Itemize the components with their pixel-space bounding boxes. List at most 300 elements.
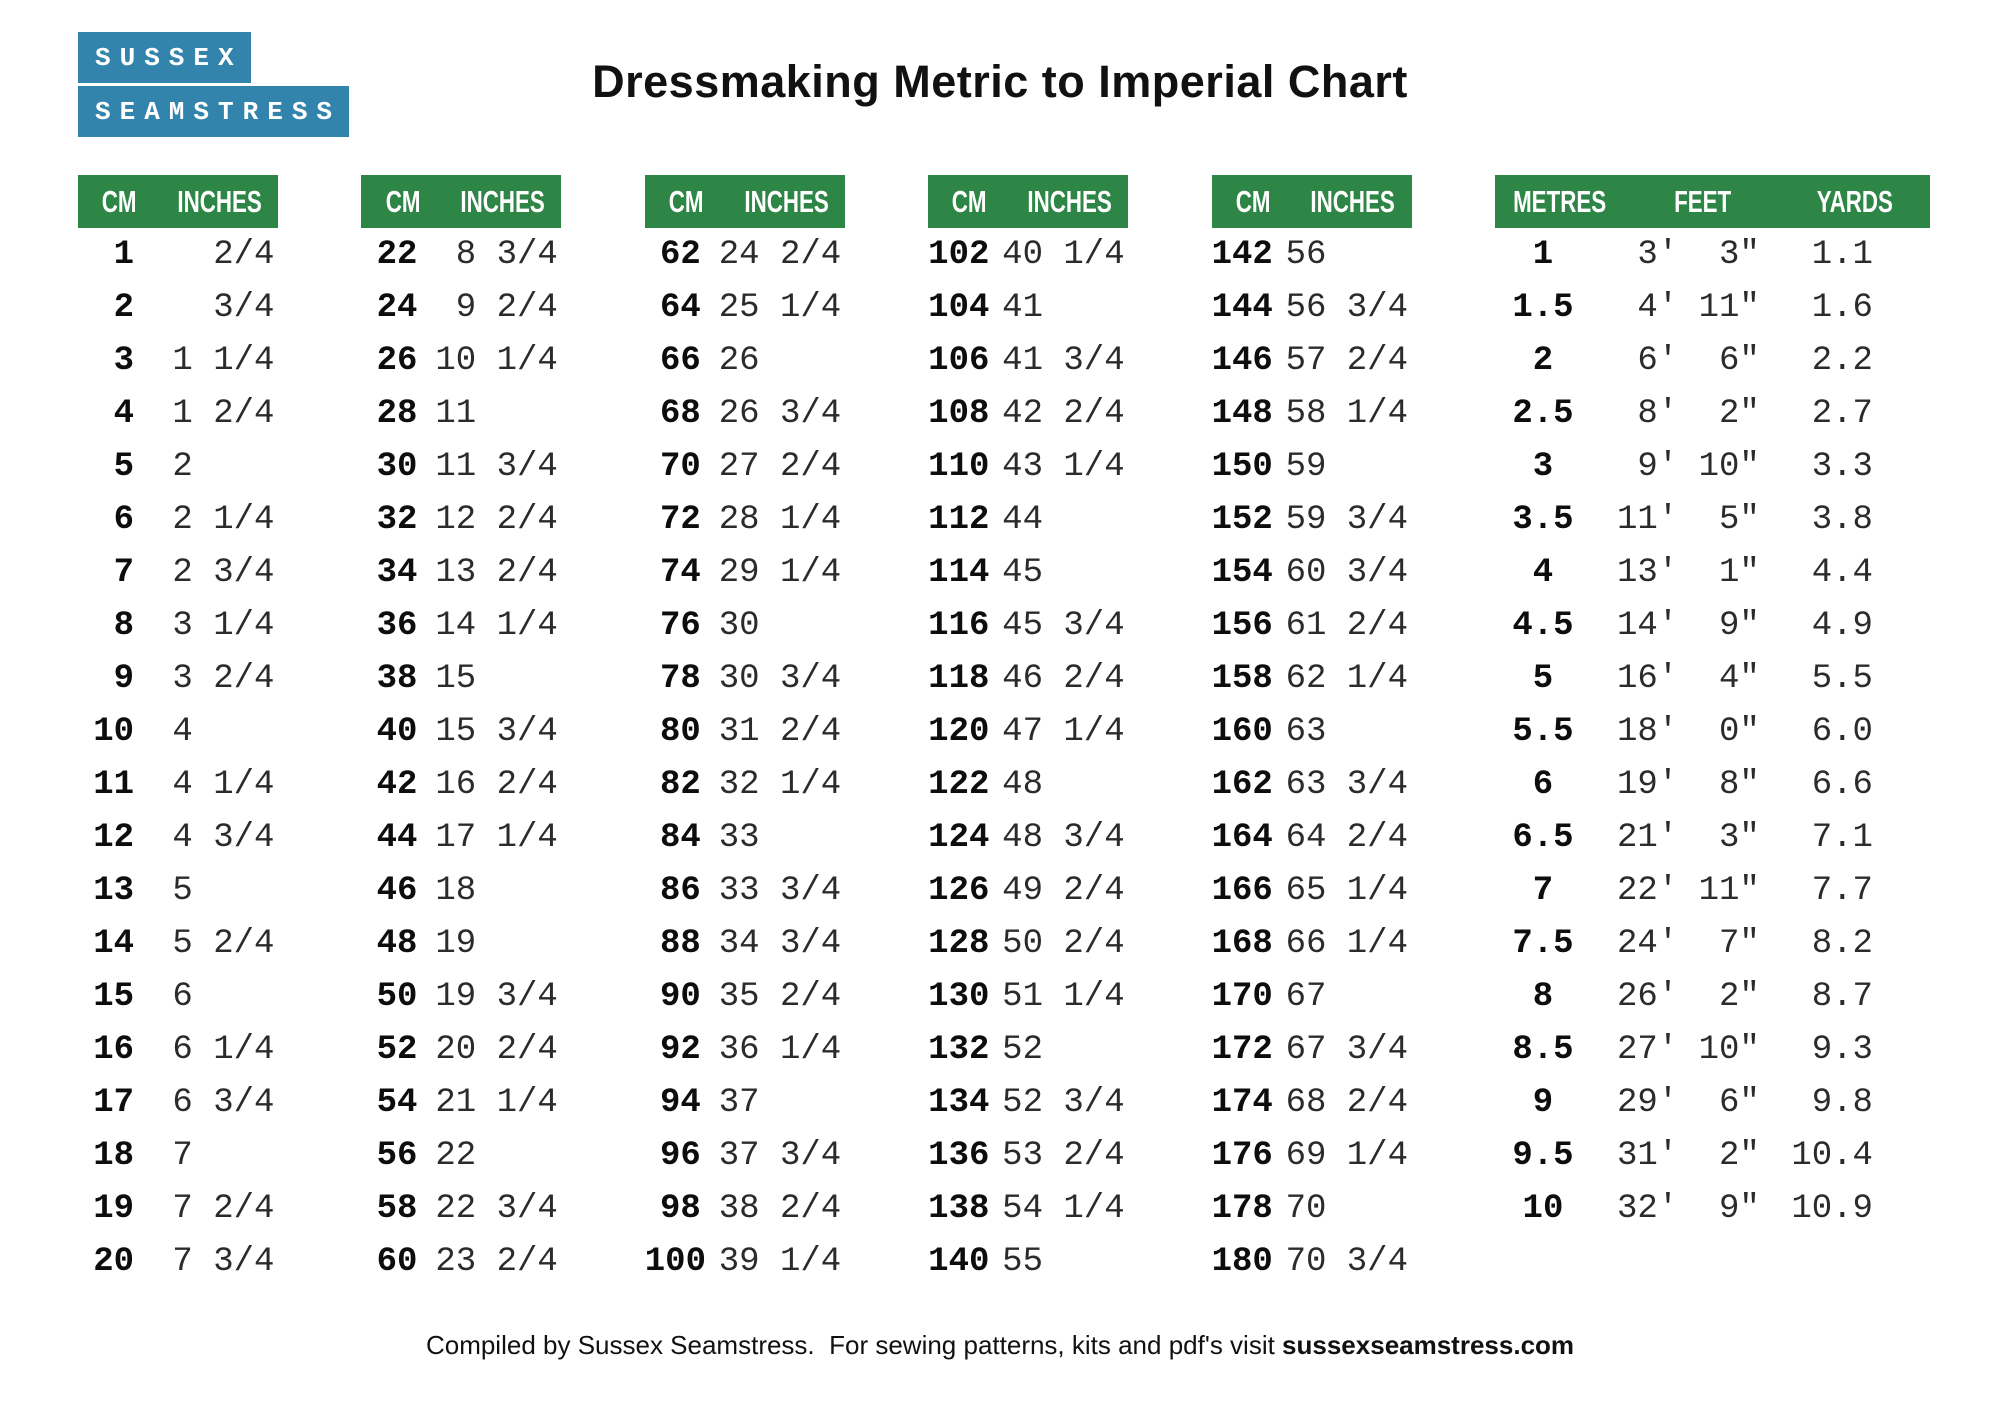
table-cell: 7 (152, 1136, 193, 1175)
table-cell: 60 3/4 (1285, 553, 1408, 592)
table-cell: 1.1 (1811, 235, 1873, 274)
table-row (361, 1235, 561, 1288)
column-header-label: CM (385, 183, 421, 219)
table-cell: 25 1/4 (718, 288, 842, 327)
table-row (361, 334, 561, 387)
table-cell: 2 1/4 (152, 500, 275, 539)
table-row (1212, 705, 1412, 758)
table-cell: 1.5 (1512, 288, 1574, 327)
table-row (928, 493, 1128, 546)
table-row (1495, 758, 1930, 811)
table-cell: 62 1/4 (1285, 659, 1408, 698)
column-header-label: CM (1235, 183, 1271, 219)
footer-text: Compiled by Sussex Seamstress. For sewing patterns, kits and pdf's visit (425, 1330, 1283, 1360)
table-cell: 14 1/4 (435, 606, 558, 645)
table-cell: 94 (659, 1083, 701, 1122)
table-cell: 26' 2" (1616, 977, 1760, 1016)
table-cell: 4 (1532, 553, 1554, 592)
table-row (1495, 1076, 1930, 1129)
table-cell: 166 (1211, 871, 1273, 910)
table-cell: 15 (93, 977, 134, 1016)
table-row (361, 546, 561, 599)
cm-inches-table-1 (78, 175, 278, 1288)
table-row (928, 970, 1128, 1023)
table-row (645, 546, 845, 599)
table-cell: 60 (376, 1242, 418, 1281)
table-cell: 63 3/4 (1285, 765, 1408, 804)
table-cell: 42 2/4 (1002, 394, 1125, 433)
table-row (1212, 758, 1412, 811)
table-cell: 43 1/4 (1002, 447, 1125, 486)
table-row (645, 1023, 845, 1076)
table-cell: 120 (928, 712, 990, 751)
table-cell: 82 (659, 765, 701, 804)
column-header (78, 184, 161, 220)
table-cell: 180 (1211, 1242, 1273, 1281)
table-cell: 148 (1211, 394, 1273, 433)
table-cell: 18 (435, 871, 477, 910)
table-row (78, 705, 278, 758)
table-cell: 110 (928, 447, 990, 486)
table-cell: 74 (659, 553, 701, 592)
table-row (1495, 917, 1930, 970)
table-cell: 52 3/4 (1002, 1083, 1125, 1122)
table-cell: 172 (1211, 1030, 1273, 1069)
metres-feet-yards-table (1495, 175, 1930, 1235)
table-row (78, 864, 278, 917)
table-cell: 14' 9" (1616, 606, 1760, 645)
table-cell: 8 (113, 606, 134, 645)
table-cell: 21' 3" (1616, 818, 1760, 857)
table-cell: 3 1/4 (152, 606, 275, 645)
table-cell: 11 (93, 765, 134, 804)
table-cell: 80 (659, 712, 701, 751)
table-cell: 96 (659, 1136, 701, 1175)
table-cell: 5 (113, 447, 134, 486)
table-cell: 8 3/4 (435, 235, 558, 274)
table-row (928, 917, 1128, 970)
table-cell: 18' 0" (1616, 712, 1760, 751)
table-row (645, 1129, 845, 1182)
table-row (78, 440, 278, 493)
table-cell: 100 (644, 1242, 706, 1281)
table-cell: 23 2/4 (435, 1242, 558, 1281)
table-cell: 126 (928, 871, 990, 910)
table-cell: 30 3/4 (718, 659, 842, 698)
table-cell: 106 (928, 341, 990, 380)
table-row (78, 493, 278, 546)
table-cell: 6 3/4 (152, 1083, 275, 1122)
table-cell: 59 (1285, 447, 1327, 486)
table-cell: 37 (718, 1083, 760, 1122)
table-cell: 16' 4" (1616, 659, 1760, 698)
table-row (645, 758, 845, 811)
table-row (361, 970, 561, 1023)
table-header-bar (1212, 175, 1412, 228)
table-cell: 32 (376, 500, 418, 539)
table-cell: 2.2 (1811, 341, 1873, 380)
table-cell: 26 (376, 341, 418, 380)
table-cell: 19 (435, 924, 477, 963)
table-cell: 65 1/4 (1285, 871, 1408, 910)
table-row (928, 599, 1128, 652)
table-row (645, 917, 845, 970)
table-row (1495, 440, 1930, 493)
table-cell: 22' 11" (1616, 871, 1760, 910)
table-cell: 158 (1211, 659, 1273, 698)
table-row (1495, 1129, 1930, 1182)
table-cell: 144 (1211, 288, 1273, 327)
table-cell: 114 (928, 553, 990, 592)
table-cell: 56 (376, 1136, 418, 1175)
table-row (361, 1023, 561, 1076)
table-row (645, 440, 845, 493)
table-cell: 108 (928, 394, 990, 433)
column-header (1625, 184, 1780, 220)
table-row (645, 1182, 845, 1235)
table-cell: 67 (1285, 977, 1327, 1016)
table-cell: 1 2/4 (152, 394, 275, 433)
table-cell: 72 (659, 500, 701, 539)
table-cell: 31 2/4 (718, 712, 842, 751)
table-row (78, 281, 278, 334)
table-cell: 34 3/4 (718, 924, 842, 963)
table-cell: 9 2/4 (435, 288, 558, 327)
table-cell: 28 1/4 (718, 500, 842, 539)
table-header-bar (645, 175, 845, 228)
table-cell: 6.6 (1811, 765, 1873, 804)
table-cell: 4.9 (1811, 606, 1873, 645)
table-cell: 37 3/4 (718, 1136, 842, 1175)
table-header-bar (1495, 175, 1930, 228)
table-row (1212, 546, 1412, 599)
table-cell: 164 (1211, 818, 1273, 857)
table-cell: 24' 7" (1616, 924, 1760, 963)
table-header-bar (78, 175, 278, 228)
table-cell: 4 1/4 (152, 765, 275, 804)
table-cell: 64 2/4 (1285, 818, 1408, 857)
table-cell: 9' 10" (1616, 447, 1760, 486)
table-cell: 178 (1211, 1189, 1273, 1228)
table-cell: 16 (93, 1030, 134, 1069)
table-cell: 41 3/4 (1002, 341, 1125, 380)
table-cell: 2 (113, 288, 134, 327)
table-row (1212, 440, 1412, 493)
table-cell: 11 (435, 394, 477, 433)
table-cell: 7 (113, 553, 134, 592)
table-cell: 176 (1211, 1136, 1273, 1175)
table-cell: 4' 11" (1616, 288, 1760, 327)
table-cell: 10 1/4 (435, 341, 558, 380)
table-cell: 9.3 (1811, 1030, 1873, 1069)
table-cell: 122 (928, 765, 990, 804)
table-cell: 15 3/4 (435, 712, 558, 751)
column-header-label: INCHES (460, 183, 545, 219)
table-cell: 29 1/4 (718, 553, 842, 592)
table-row (928, 440, 1128, 493)
table-cell: 30 (376, 447, 418, 486)
table-row (928, 758, 1128, 811)
table-row (1212, 1235, 1412, 1288)
table-cell: 142 (1211, 235, 1273, 274)
table-row (1212, 334, 1412, 387)
cm-inches-table-5 (1212, 175, 1412, 1288)
table-cell: 40 (376, 712, 418, 751)
table-row (1495, 493, 1930, 546)
table-row (78, 811, 278, 864)
table-cell: 138 (928, 1189, 990, 1228)
column-header (1780, 184, 1930, 220)
table-cell: 162 (1211, 765, 1273, 804)
table-cell: 68 2/4 (1285, 1083, 1408, 1122)
footer-domain: sussexseamstress.com (1282, 1330, 1575, 1360)
table-cell: 2.5 (1512, 394, 1574, 433)
footer-credit (0, 1330, 2000, 1361)
table-row (78, 1023, 278, 1076)
table-cell: 3 2/4 (152, 659, 275, 698)
table-cell: 146 (1211, 341, 1273, 380)
cm-inches-table-4 (928, 175, 1128, 1288)
table-row (645, 493, 845, 546)
table-cell: 17 1/4 (435, 818, 558, 857)
table-cell: 29' 6" (1616, 1083, 1760, 1122)
table-row (1495, 281, 1930, 334)
table-cell: 140 (928, 1242, 990, 1281)
table-row (1495, 705, 1930, 758)
table-cell: 39 1/4 (718, 1242, 842, 1281)
table-cell: 56 3/4 (1285, 288, 1408, 327)
table-row (928, 281, 1128, 334)
table-cell: 66 1/4 (1285, 924, 1408, 963)
table-cell: 52 (376, 1030, 418, 1069)
table-cell: 49 2/4 (1002, 871, 1125, 910)
table-row (1495, 970, 1930, 1023)
table-cell: 3.8 (1811, 500, 1873, 539)
table-cell: 5.5 (1811, 659, 1873, 698)
table-cell: 6' 6" (1616, 341, 1760, 380)
table-cell: 116 (928, 606, 990, 645)
table-cell: 51 1/4 (1002, 977, 1125, 1016)
table-row (361, 864, 561, 917)
table-cell: 8 (1532, 977, 1554, 1016)
table-row (361, 758, 561, 811)
table-cell: 6 (152, 977, 193, 1016)
table-cell: 130 (928, 977, 990, 1016)
table-cell: 118 (928, 659, 990, 698)
table-row (928, 705, 1128, 758)
table-cell: 64 (659, 288, 701, 327)
table-cell: 27 2/4 (718, 447, 842, 486)
table-cell: 45 (1002, 553, 1043, 592)
table-row (1212, 970, 1412, 1023)
table-row (1212, 387, 1412, 440)
table-cell: 19 3/4 (435, 977, 558, 1016)
table-row (361, 387, 561, 440)
table-cell: 124 (928, 818, 990, 857)
table-cell: 24 (376, 288, 418, 327)
table-cell: 44 (1002, 500, 1043, 539)
table-cell: 90 (659, 977, 701, 1016)
table-row (361, 440, 561, 493)
column-header (1495, 184, 1625, 220)
table-cell: 11 3/4 (435, 447, 558, 486)
table-cell: 31' 2" (1616, 1136, 1760, 1175)
table-cell: 50 (376, 977, 418, 1016)
table-cell: 4 3/4 (152, 818, 275, 857)
table-cell: 52 (1002, 1030, 1043, 1069)
column-header-label: INCHES (1027, 183, 1112, 219)
table-cell: 70 (659, 447, 701, 486)
table-cell: 8.2 (1811, 924, 1873, 963)
table-cell: 2.7 (1811, 394, 1873, 433)
table-cell: 8.7 (1811, 977, 1873, 1016)
table-row (361, 652, 561, 705)
table-cell: 3.3 (1811, 447, 1873, 486)
table-cell: 160 (1211, 712, 1273, 751)
table-cell: 41 (1002, 288, 1043, 327)
table-cell: 9.5 (1512, 1136, 1574, 1175)
table-row (928, 228, 1128, 281)
table-row (1212, 1076, 1412, 1129)
table-row (928, 652, 1128, 705)
table-cell: 53 2/4 (1002, 1136, 1125, 1175)
table-row (645, 599, 845, 652)
table-cell: 9 (1532, 1083, 1554, 1122)
table-row (645, 281, 845, 334)
table-row (928, 1129, 1128, 1182)
table-cell: 3 (1532, 447, 1554, 486)
column-header-label: INCHES (744, 183, 829, 219)
table-cell: 10 (1522, 1189, 1564, 1228)
table-cell: 10.4 (1791, 1136, 1873, 1175)
table-cell: 102 (928, 235, 990, 274)
table-cell: 7 (1532, 871, 1554, 910)
table-row (361, 228, 561, 281)
table-cell: 92 (659, 1030, 701, 1069)
table-cell: 11' 5" (1616, 500, 1760, 539)
table-row (1212, 864, 1412, 917)
table-cell: 5 (152, 871, 193, 910)
table-row (78, 1235, 278, 1288)
table-cell: 8' 2" (1616, 394, 1760, 433)
table-row (928, 1235, 1128, 1288)
table-cell: 47 1/4 (1002, 712, 1125, 751)
table-row (1495, 228, 1930, 281)
table-cell: 36 1/4 (718, 1030, 842, 1069)
table-row (1212, 1129, 1412, 1182)
table-cell: 69 1/4 (1285, 1136, 1408, 1175)
table-cell: 22 3/4 (435, 1189, 558, 1228)
table-cell: 2 (152, 447, 193, 486)
table-row (78, 599, 278, 652)
column-header (161, 184, 278, 220)
table-cell: 6 (113, 500, 134, 539)
table-row (361, 917, 561, 970)
table-cell: 6 (1532, 765, 1554, 804)
table-row (645, 970, 845, 1023)
table-row (78, 228, 278, 281)
table-cell: 13' 1" (1616, 553, 1760, 592)
table-row (361, 281, 561, 334)
table-cell: 63 (1285, 712, 1327, 751)
table-cell: 70 (1285, 1189, 1327, 1228)
table-cell: 62 (659, 235, 701, 274)
table-cell: 2 (1532, 341, 1554, 380)
table-cell: 70 3/4 (1285, 1242, 1408, 1281)
table-cell: 98 (659, 1189, 701, 1228)
table-cell: 7 3/4 (152, 1242, 275, 1281)
table-cell: 104 (928, 288, 990, 327)
table-row (645, 811, 845, 864)
column-header-label: CM (102, 183, 137, 219)
table-cell: 3' 3" (1616, 235, 1760, 274)
table-cell: 57 2/4 (1285, 341, 1408, 380)
table-row (1495, 599, 1930, 652)
table-cell: 7 2/4 (152, 1189, 275, 1228)
column-header-label: CM (668, 183, 704, 219)
logo-line-seamstress: SEAMSTRESS (78, 86, 349, 137)
table-cell: 86 (659, 871, 701, 910)
table-cell: 58 (376, 1189, 418, 1228)
table-cell: 20 (93, 1242, 134, 1281)
table-cell: 22 (435, 1136, 477, 1175)
table-cell: 45 3/4 (1002, 606, 1125, 645)
table-row (78, 758, 278, 811)
table-cell: 10.9 (1791, 1189, 1873, 1228)
table-cell: 58 1/4 (1285, 394, 1408, 433)
table-row (1495, 546, 1930, 599)
table-row (78, 652, 278, 705)
table-cell: 152 (1211, 500, 1273, 539)
logo-line-sussex: SUSSEX (78, 32, 251, 83)
table-row (78, 1129, 278, 1182)
table-row (928, 334, 1128, 387)
table-cell: 2 3/4 (152, 553, 275, 592)
table-cell: 19 (93, 1189, 134, 1228)
table-row (78, 1076, 278, 1129)
table-cell: 4 (113, 394, 134, 433)
table-cell: 4 (152, 712, 193, 751)
table-cell: 136 (928, 1136, 990, 1175)
table-row (1212, 599, 1412, 652)
table-row (1495, 864, 1930, 917)
table-row (1495, 1023, 1930, 1076)
table-row (78, 334, 278, 387)
table-row (78, 917, 278, 970)
cm-inches-table-2 (361, 175, 561, 1288)
table-cell: 7.1 (1811, 818, 1873, 857)
table-cell: 33 3/4 (718, 871, 842, 910)
table-cell: 16 2/4 (435, 765, 558, 804)
table-cell: 42 (376, 765, 418, 804)
table-cell: 27' 10" (1616, 1030, 1760, 1069)
table-row (1212, 917, 1412, 970)
table-cell: 3 (113, 341, 134, 380)
table-row (645, 1076, 845, 1129)
table-cell: 66 (659, 341, 701, 380)
table-row (361, 1129, 561, 1182)
table-row (645, 652, 845, 705)
table-cell: 5 2/4 (152, 924, 275, 963)
table-cell: 32' 9" (1616, 1189, 1760, 1228)
page-title: Dressmaking Metric to Imperial Chart (592, 56, 1408, 107)
table-cell: 9 (113, 659, 134, 698)
table-cell: 6 1/4 (152, 1030, 275, 1069)
column-header (1294, 184, 1411, 220)
column-header-label: CM (952, 183, 987, 219)
table-cell: 2/4 (152, 235, 275, 274)
table-row (78, 387, 278, 440)
